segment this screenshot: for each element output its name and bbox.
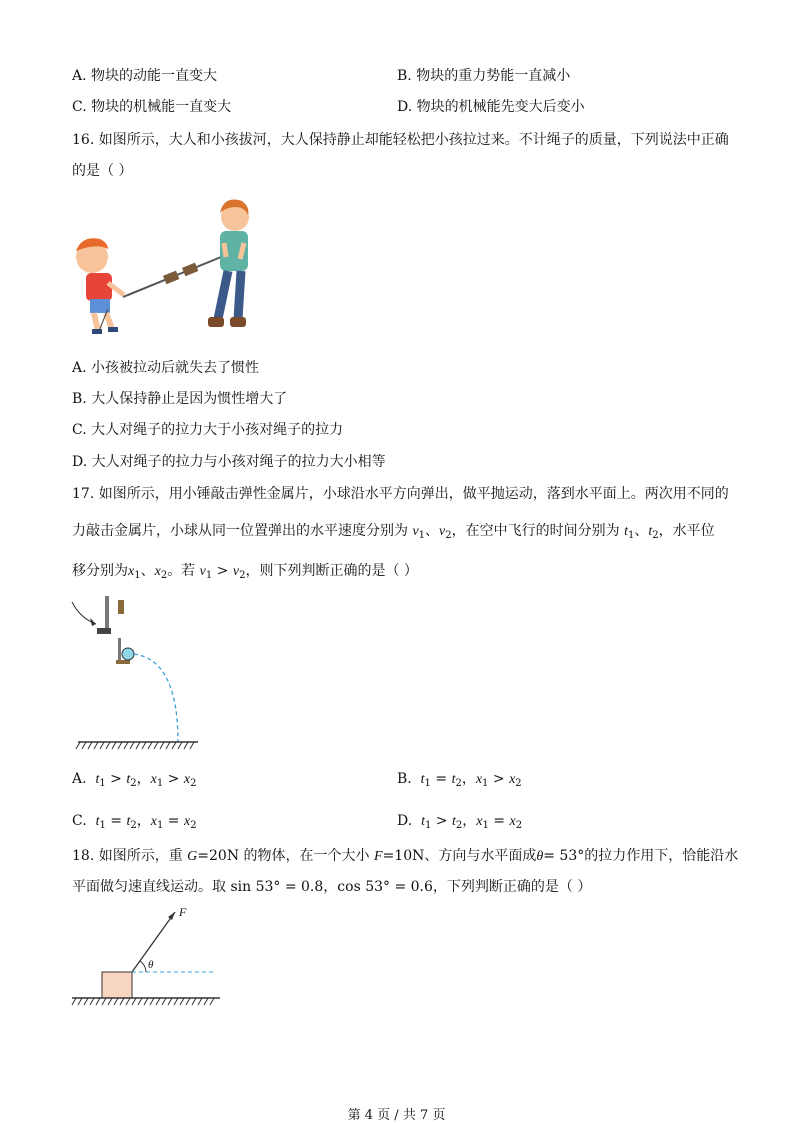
q18-stem-line1: 18. 如图所示，重 G=20N 的物体，在一个大小 F=10N、方向与水平面成θ= 53°的拉力作用下，恰能沿水 [72, 848, 739, 864]
projectile-figure [68, 592, 208, 757]
q17-option-c: C. $t_1 = t_2$，$x_1 = x_2$ [72, 813, 197, 831]
q17-stem-line2: 力敲击金属片，小球从同一位置弹出的水平速度分别为 $v_1$、$v_2$，在空中飞行的时间分别为 $t_1$、$t_2$，水平位 [72, 523, 715, 541]
q15-option-a: A. 物块的动能一直变大 [72, 68, 218, 84]
q16-stem-line1: 16. 如图所示，大人和小孩拔河，大人保持静止却能轻松把小孩拉过来。不计绳子的质量，下列说法中正确 [72, 132, 729, 148]
q16-stem-line2: 的是（ ） [72, 163, 133, 179]
q16-option-d: D. 大人对绳子的拉力与小孩对绳子的拉力大小相等 [72, 454, 386, 470]
q16-option-c: C. 大人对绳子的拉力大于小孩对绳子的拉力 [72, 422, 344, 438]
q17-stem-line3: 移分别为$x_1$、$x_2$。若 $v_1 > v_2$，则下列判断正确的是（ ） [72, 563, 418, 581]
q16-option-a: A. 小孩被拉动后就失去了惯性 [72, 360, 260, 376]
q15-option-c: C. 物块的机械能一直变大 [72, 99, 232, 115]
q15-option-d: D. 物块的机械能先变大后变小 [397, 99, 585, 115]
force-block-figure [68, 902, 228, 1008]
q17-option-b: B. $t_1 = t_2$，$x_1 > x_2$ [397, 771, 522, 789]
q17-option-a: A. $t_1 > t_2$，$x_1 > x_2$ [72, 771, 197, 789]
q17-stem-line1: 17. 如图所示，用小锤敲击弹性金属片，小球沿水平方向弹出，做平抛运动，落到水平面上。两次用不同的 [72, 486, 729, 502]
q18-stem-line2: 平面做匀速直线运动。取 sin 53° = 0.8，cos 53° = 0.6，下列判断正确的是（ ） [72, 879, 592, 895]
q17-option-d: D. $t_1 > t_2$，$x_1 = x_2$ [397, 813, 523, 831]
q16-option-b: B. 大人保持静止是因为惯性增大了 [72, 391, 288, 407]
q15-option-b: B. 物块的重力势能一直减小 [397, 68, 571, 84]
svg-text:θ: θ [148, 959, 154, 971]
svg-text:F: F [179, 905, 187, 919]
tug-of-war-figure [68, 195, 268, 340]
page-footer: 第 4 页 / 共 7 页 [347, 1108, 446, 1123]
